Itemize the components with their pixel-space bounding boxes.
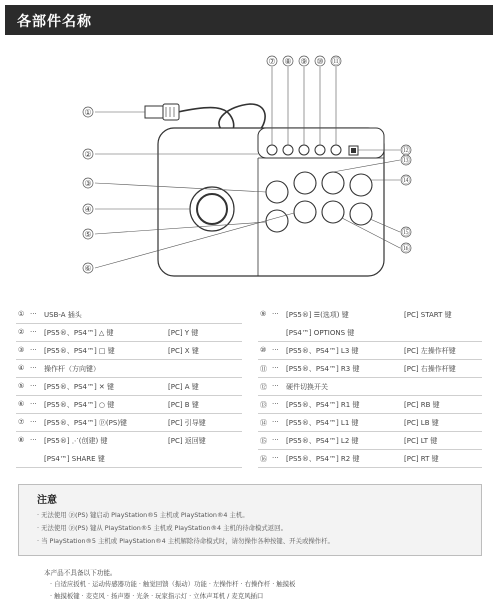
row-pc: [PC] 左操作杆键	[404, 347, 456, 355]
row-num: ⑫	[260, 383, 267, 391]
callout-2	[83, 149, 93, 159]
svg-text:⑫: ⑫	[402, 146, 410, 155]
unsupported-line-2: · 触摸板键 · 麦克风 · 扬声器 · 光条 · 玩家指示灯 · 立体声耳机 / 麦克风插口	[50, 592, 264, 600]
caution-title: 注意	[37, 495, 57, 506]
row-pc: [PC] RB 键	[404, 401, 440, 409]
row-num: ⑮	[260, 437, 267, 445]
table-row: ⑩ ··· [PS5®、PS4™] L3 键 [PC] 左操作杆键	[258, 341, 482, 360]
callout-10	[315, 56, 325, 66]
controller-diagram	[0, 0, 498, 300]
table-row: ⑥ ··· [PS5®、PS4™] ○ 键 [PC] B 键	[16, 395, 242, 414]
table-row: ③ ··· [PS5®、PS4™] □ 键 [PC] X 键	[16, 341, 242, 360]
caution-line: · 无法使用 ⓟ(PS) 键启动 PlayStation®5 主机或 PlayStation®4 主机。	[37, 511, 249, 519]
row-name: USB-A 插头	[44, 311, 82, 319]
row-name: [PS5®、PS4™] ⓟ(PS)键	[44, 419, 128, 427]
table-row	[258, 323, 482, 342]
callout-4	[83, 204, 93, 214]
table-row: ① ··· USB-A 插头	[16, 305, 242, 324]
row-name: [PS5®、PS4™] R2 键	[286, 455, 360, 463]
row-name: 硬件切换开关	[286, 383, 328, 391]
row-name: [PS5®、PS4™] L1 键	[286, 419, 359, 427]
row-pc: [PC] START 键	[404, 311, 452, 319]
svg-text:⑦: ⑦	[268, 57, 276, 66]
callout-3	[83, 178, 93, 188]
table-row: ⑤ ··· [PS5®、PS4™] ✕ 键 [PC] A 键	[16, 377, 242, 396]
row-num: ④	[18, 364, 25, 372]
row-num: ⑥	[18, 400, 25, 408]
row-num: ⑬	[260, 401, 267, 409]
table-row	[16, 449, 242, 468]
row-name: [PS5®、PS4™] ○ 键	[44, 401, 115, 409]
svg-text:⑮: ⑮	[402, 228, 410, 237]
callout-8	[283, 56, 293, 66]
row-num: ⑭	[260, 419, 267, 427]
callout-14	[401, 175, 411, 185]
svg-text:⑩: ⑩	[316, 57, 324, 66]
row-name: [PS5®、PS4™] L2 键	[286, 437, 359, 445]
svg-text:⑯: ⑯	[402, 244, 410, 253]
row-num: ③	[18, 346, 25, 354]
row-pc: [PC] X 键	[168, 347, 199, 355]
section-title: 各部件名称	[17, 14, 92, 30]
row-num: ⑦	[18, 418, 25, 426]
row-pc: [PC] 引导键	[168, 419, 206, 427]
row-name: [PS5®、PS4™] △ 键	[44, 329, 114, 337]
unsupported-line-1: · 自适应扳机 · 运动传感器功能 · 触觉回馈（振动）功能 · 左操作杆 · 右操作杆 · 触摸板	[50, 580, 296, 588]
row-name: [PS5®、PS4™] ✕ 键	[44, 383, 115, 391]
svg-text:⑧: ⑧	[284, 57, 292, 66]
table-row: ⑮ ··· [PS5®、PS4™] L2 键 [PC] LT 键	[258, 431, 482, 450]
row-pc: [PC] RT 键	[404, 455, 439, 463]
svg-text:⑨: ⑨	[300, 57, 308, 66]
table-row: ⑧ ··· [PS5®] ⋰(创建) 键 [PC] 返回键	[18, 436, 206, 445]
callout-12	[401, 145, 411, 155]
row-name: [PS5®] ⋰(创建) 键	[44, 437, 108, 445]
callout-13	[401, 155, 411, 165]
svg-text:⑤: ⑤	[84, 230, 92, 239]
svg-text:⑪: ⑪	[332, 57, 340, 66]
svg-text:⑭: ⑭	[402, 176, 410, 185]
callout-11	[331, 56, 341, 66]
row-name: [PS5®] ☰(选项) 键	[286, 311, 349, 319]
row-num: ⑯	[260, 455, 267, 463]
svg-text:⑬: ⑬	[402, 156, 410, 165]
row-num: ⑪	[260, 365, 267, 373]
table-row: ⑦ ··· [PS5®、PS4™] ⓟ(PS)键 [PC] 引导键	[16, 413, 242, 432]
table-row: ⑪ ··· [PS5®、PS4™] R3 键 [PC] 右操作杆键	[258, 359, 482, 378]
row-name: [PS5®、PS4™] R1 键	[286, 401, 360, 409]
row-name: [PS5®、PS4™] L3 键	[286, 347, 359, 355]
row-name: [PS5®、PS4™] □ 键	[44, 347, 115, 355]
table-row: ⑭ ··· [PS5®、PS4™] L1 键 [PC] LB 键	[258, 413, 482, 432]
svg-text:④: ④	[84, 205, 92, 214]
svg-text:①: ①	[84, 108, 92, 117]
row-num: ⑩	[260, 346, 267, 354]
svg-text:③: ③	[84, 179, 92, 188]
row-pc: [PC] LB 键	[404, 419, 439, 427]
row-name: [PS5®、PS4™] R3 键	[286, 365, 360, 373]
callout-9	[299, 56, 309, 66]
caution-line: · 无法使用 ⓟ(PS) 键从 PlayStation®5 主机或 PlayStation®4 主机的待命模式返回。	[37, 524, 287, 532]
svg-text:⑥: ⑥	[84, 264, 92, 273]
callout-1	[83, 107, 93, 117]
svg-text:②: ②	[84, 150, 92, 159]
right-parts-table	[258, 305, 484, 471]
row-pc: [PC] 右操作杆键	[404, 365, 456, 373]
joystick	[190, 187, 234, 231]
row-pc: [PC] B 键	[168, 401, 199, 409]
caution-line: · 当 PlayStation®5 主机或 PlayStation®4 主机解除待命模式时，请勿操作各种按键、开关或操作杆。	[37, 537, 334, 545]
unsupported-title: 本产品不具备以下功能。	[44, 569, 117, 577]
usb-a-plug	[145, 104, 179, 120]
callout-16	[401, 243, 411, 253]
row-num: ⑤	[18, 382, 25, 390]
table-row: ⑨ ··· [PS5®] ☰(选项) 键 [PC] START 键	[260, 310, 452, 319]
row-pc: [PC] A 键	[168, 383, 199, 391]
table-row: ⑫ ··· 硬件切换开关	[258, 377, 482, 396]
row-pc: [PC] Y 键	[168, 329, 199, 337]
callout-7	[267, 56, 277, 66]
row-pc: [PC] LT 键	[404, 437, 438, 445]
row-name: 操作杆（方向键）	[44, 365, 100, 373]
row-num: ⑧	[18, 436, 25, 444]
row-num: ①	[18, 310, 25, 318]
row-pc: [PC] 返回键	[168, 437, 206, 445]
callout-5	[83, 229, 93, 239]
table-row: ⑯ ··· [PS5®、PS4™] R2 键 [PC] RT 键	[258, 449, 482, 468]
left-parts-table	[16, 305, 246, 471]
row-name: [PS4™] SHARE 键	[44, 455, 105, 463]
callout-6	[83, 263, 93, 273]
table-row: ④ ··· 操作杆（方向键）	[16, 359, 242, 378]
caution-box	[18, 484, 482, 556]
row-num: ⑨	[260, 310, 267, 318]
row-name: [PS4™] OPTIONS 键	[286, 329, 355, 337]
row-num: ②	[18, 328, 25, 336]
table-row: ⑬ ··· [PS5®、PS4™] R1 键 [PC] RB 键	[258, 395, 482, 414]
table-row: ② ··· [PS5®、PS4™] △ 键 [PC] Y 键	[16, 323, 242, 342]
callout-15	[401, 227, 411, 237]
